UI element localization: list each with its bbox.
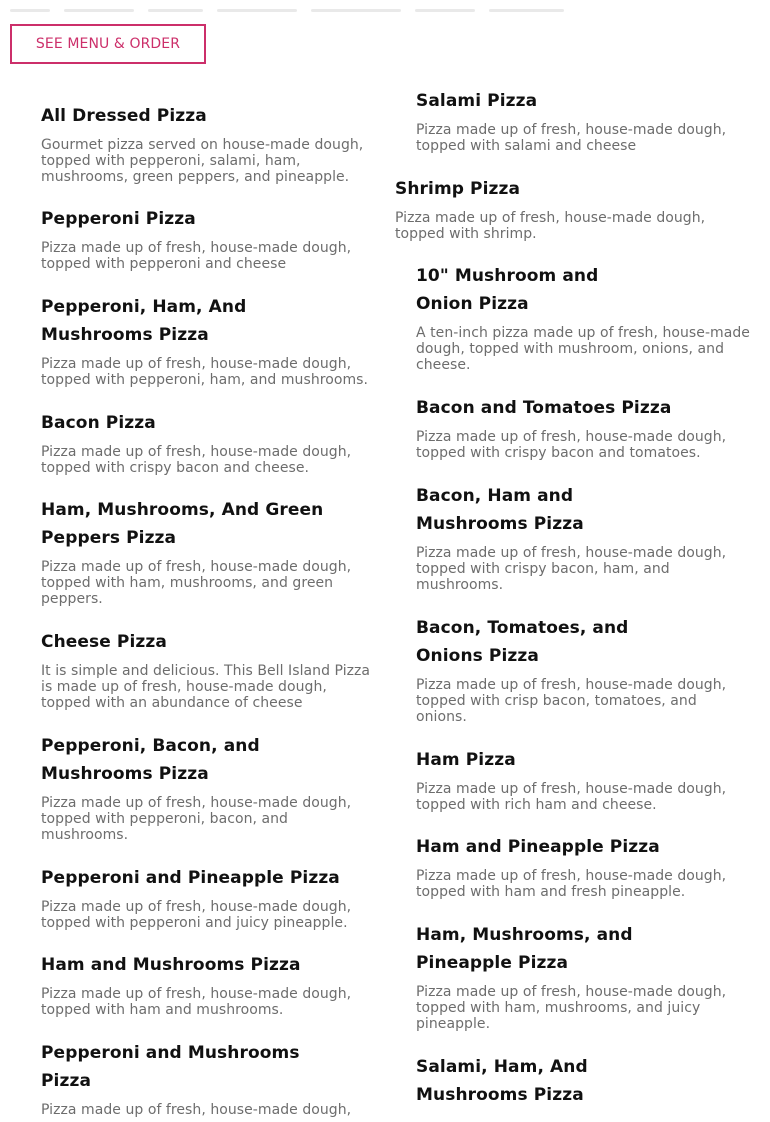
- menu-item[interactable]: [416, 482, 727, 593]
- menu-item-name: Ham Pizza: [416, 750, 516, 770]
- menu-item-name: Salami, Ham, And Mushrooms Pizza: [416, 1057, 588, 1105]
- menu-item-name: Cheese Pizza: [41, 632, 167, 652]
- cropped-top-text: [10, 0, 620, 3]
- menu-item-description: Pizza made up of fresh, house-made dough, topped with shrimp.: [395, 210, 706, 242]
- menu-item[interactable]: [41, 628, 376, 711]
- menu-item[interactable]: [416, 394, 751, 461]
- menu-item-description: Pizza made up of fresh, house-made dough, topped with crispy bacon, ham, and mushrooms.: [416, 545, 727, 593]
- menu-item[interactable]: [416, 1053, 696, 1109]
- menu-item[interactable]: [416, 614, 727, 725]
- menu-item-description: Pizza made up of fresh, house-made dough, topped with crisp bacon, tomatoes, and onions.: [416, 677, 727, 725]
- menu-item-name: Ham, Mushrooms, And Green Peppers Pizza: [41, 500, 324, 548]
- menu-item-name: 10" Mushroom and Onion Pizza: [416, 266, 599, 314]
- menu-item-name: Pepperoni and Mushrooms Pizza: [41, 1043, 300, 1091]
- menu-item-name: Bacon and Tomatoes Pizza: [416, 398, 672, 418]
- menu-item[interactable]: [41, 732, 352, 843]
- menu-item-name: Ham, Mushrooms, and Pineapple Pizza: [416, 925, 633, 973]
- menu-item-name: Pepperoni Pizza: [41, 209, 196, 229]
- menu-item-description: Pizza made up of fresh, house-made dough, topped with ham, mushrooms, and juicy pineapple.: [416, 984, 727, 1032]
- menu-item-name: Pepperoni, Ham, And Mushrooms Pizza: [41, 297, 247, 345]
- menu-item-description: Gourmet pizza served on house-made dough, topped with pepperoni, salami, ham, mushrooms, green peppers, and pineapple.: [41, 137, 364, 185]
- menu-item-name: All Dressed Pizza: [41, 106, 207, 126]
- menu-item[interactable]: [41, 102, 376, 185]
- menu-item-description: It is simple and delicious. This Bell Island Pizza is made up of fresh, house-made dough, topped with an abundance of cheese: [41, 663, 371, 711]
- menu-item-name: Bacon, Tomatoes, and Onions Pizza: [416, 618, 629, 666]
- menu-item[interactable]: [416, 262, 750, 373]
- menu-item[interactable]: [41, 496, 352, 607]
- menu-item-name: Shrimp Pizza: [395, 179, 521, 199]
- menu-item-description: Pizza made up of fresh, house-made dough, topped with crispy bacon and cheese.: [41, 444, 352, 476]
- menu-item-name: Ham and Mushrooms Pizza: [41, 955, 301, 975]
- menu-item-description: Pizza made up of fresh, house-made dough, topped with pepperoni and juicy pineapple.: [41, 899, 352, 931]
- menu-item[interactable]: [416, 746, 751, 813]
- menu-item-description: Pizza made up of fresh, house-made dough, topped with pepperoni, ham, and mushrooms.: [41, 356, 369, 388]
- menu-item-description: Pizza made up of fresh, house-made dough,: [41, 1102, 352, 1118]
- menu-item-name: Bacon Pizza: [41, 413, 156, 433]
- see-menu-order-button[interactable]: SEE MENU & ORDER: [10, 24, 206, 64]
- menu-item[interactable]: [395, 175, 730, 242]
- menu-item-description: Pizza made up of fresh, house-made dough, topped with ham and fresh pineapple.: [416, 868, 727, 900]
- menu-item[interactable]: [416, 87, 751, 154]
- menu-item-name: Ham and Pineapple Pizza: [416, 837, 660, 857]
- menu-item-name: Salami Pizza: [416, 91, 538, 111]
- menu-item-description: Pizza made up of fresh, house-made dough, topped with ham, mushrooms, and green peppers.: [41, 559, 352, 607]
- menu-item-name: Bacon, Ham and Mushrooms Pizza: [416, 486, 584, 534]
- menu-item[interactable]: [41, 951, 376, 1018]
- menu-item-name: Pepperoni, Bacon, and Mushrooms Pizza: [41, 736, 260, 784]
- menu-item[interactable]: [41, 864, 376, 931]
- menu-item[interactable]: [41, 293, 369, 388]
- menu-item-description: Pizza made up of fresh, house-made dough, topped with ham and mushrooms.: [41, 986, 352, 1018]
- menu-item-description: Pizza made up of fresh, house-made dough, topped with pepperoni, bacon, and mushrooms.: [41, 795, 352, 843]
- menu-item-description: Pizza made up of fresh, house-made dough, topped with pepperoni and cheese: [41, 240, 352, 272]
- menu-item-description: Pizza made up of fresh, house-made dough, topped with crispy bacon and tomatoes.: [416, 429, 727, 461]
- menu-item-description: A ten-inch pizza made up of fresh, house-made dough, topped with mushroom, onions, and cheese.: [416, 325, 750, 373]
- menu-item-description: Pizza made up of fresh, house-made dough, topped with rich ham and cheese.: [416, 781, 727, 813]
- menu-item[interactable]: [41, 205, 376, 272]
- menu-item[interactable]: [416, 833, 751, 900]
- menu-item[interactable]: [41, 1039, 352, 1118]
- menu-item-description: Pizza made up of fresh, house-made dough, topped with salami and cheese: [416, 122, 727, 154]
- menu-item[interactable]: [41, 409, 376, 476]
- menu-item-name: Pepperoni and Pineapple Pizza: [41, 868, 340, 888]
- menu-item[interactable]: [416, 921, 727, 1032]
